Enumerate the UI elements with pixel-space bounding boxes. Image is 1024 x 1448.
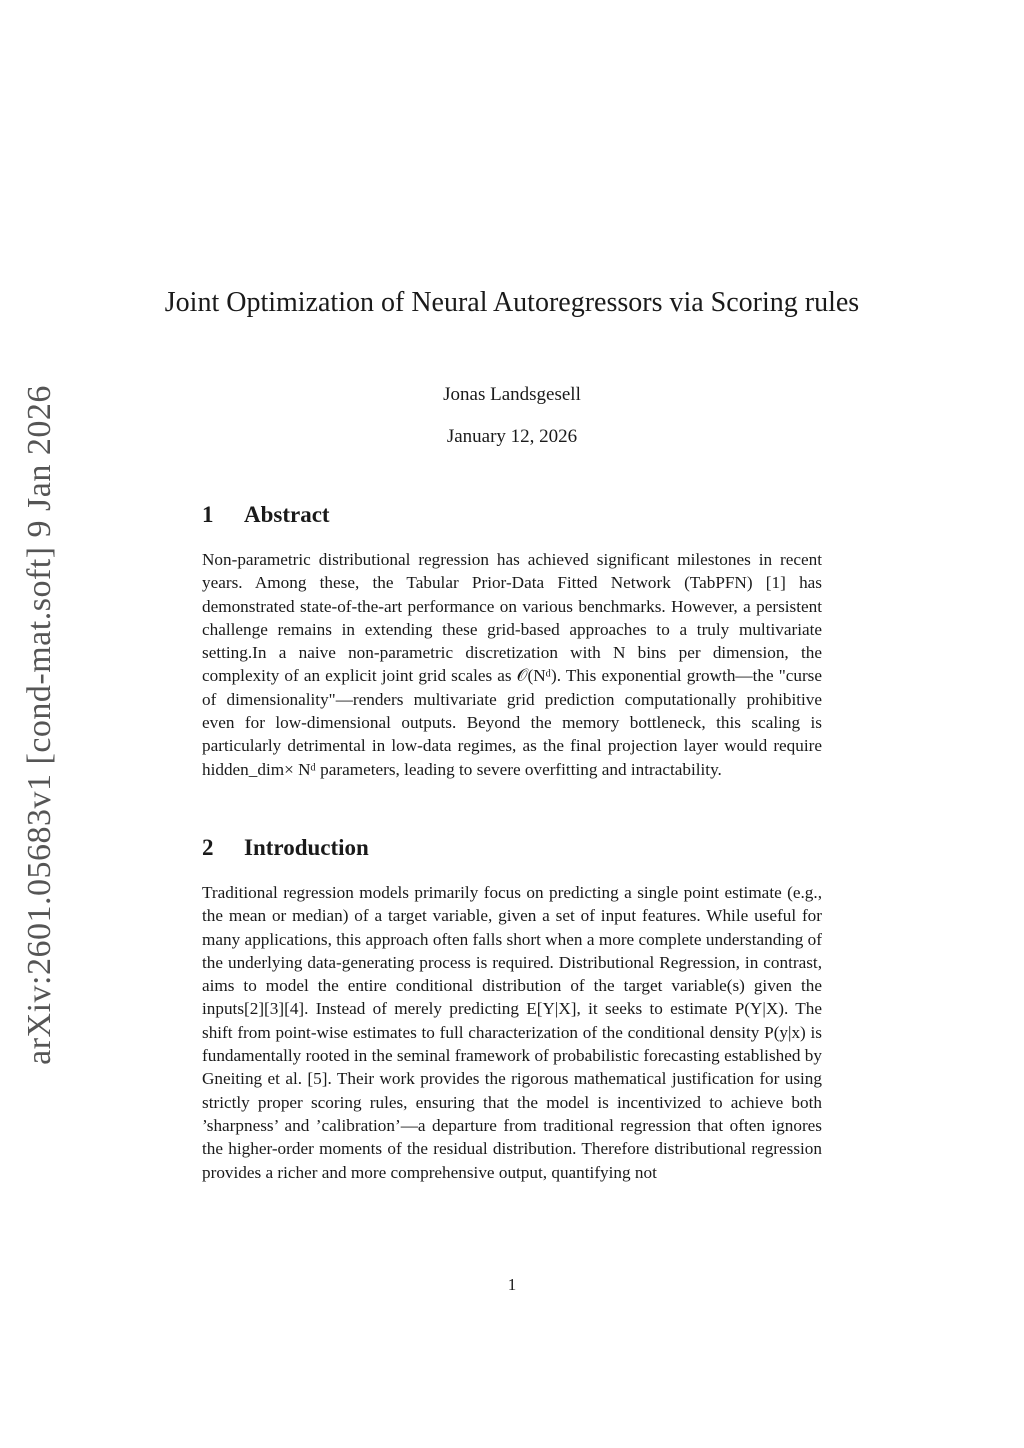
abstract-paragraph: Non-parametric distributional regression has achieved significant milestones in recent years. Among these, the Tabular Prior-Data Fitted Network (TabPFN) [1] has demonstrated state-of-the-art performance on various benchmarks. However, a persistent challenge remains in extending these grid-based approaches to a truly multivariate setting.In a naive non-parametric discretization with N bins per dimension, the complexity of an explicit joint grid scales as 𝒪(Nᵈ). This exponential growth—the "curse of dimensionality"—renders multivariate grid prediction computationally prohibitive even for low-dimensional outputs. Beyond the memory bottleneck, this scaling is particularly detrimental in low-data regimes, as the final projection layer would require hidden_dim× Nᵈ parameters, leading to severe overfitting and intractability. (202, 550, 822, 779)
paper-title: Joint Optimization of Neural Autoregressors via Scoring rules (164, 287, 860, 318)
page-number: 1 (507, 1275, 517, 1294)
paper-date: January 12, 2026 (446, 426, 578, 447)
section-number: 2 (202, 835, 214, 860)
arxiv-identifier: arXiv:2601.05683v1 [cond-mat.soft] 9 Jan 2026 (21, 385, 59, 1065)
paper-author: Jonas Landsgesell (443, 384, 581, 405)
section-title: Introduction (244, 835, 369, 860)
arxiv-sidebar-stamp (16, 380, 64, 1070)
section-title: Abstract (244, 502, 330, 527)
abstract-heading (202, 502, 330, 528)
introduction-heading (202, 835, 369, 861)
section-number: 1 (202, 502, 214, 527)
introduction-paragraph: Traditional regression models primarily focus on predicting a single point estimate (e.g., the mean or median) of a target variable, given a set of input features. While useful for many applications, this approach often falls short when a more complete understanding of the underlying data-generating process is required. Distributional Regression, in contrast, aims to model the entire conditional distribution of the target variable(s) given the inputs[2][3][4]. Instead of merely predicting E[Y|X], it seeks to estimate P(Y|X). The shift from point-wise estimates to full characterization of the conditional density P(y|x) is fundamentally rooted in the seminal framework of probabilistic forecasting established by Gneiting et al. [5]. Their work provides the rigorous mathematical justification for using strictly proper scoring rules, ensuring that the model is incentivized to achieve both ’sharpness’ and ’calibration’—a departure from traditional regression that often ignores the higher-order moments of the residual distribution. Therefore distributional regression provides a richer and more comprehensive output, quantifying not (202, 883, 822, 1182)
